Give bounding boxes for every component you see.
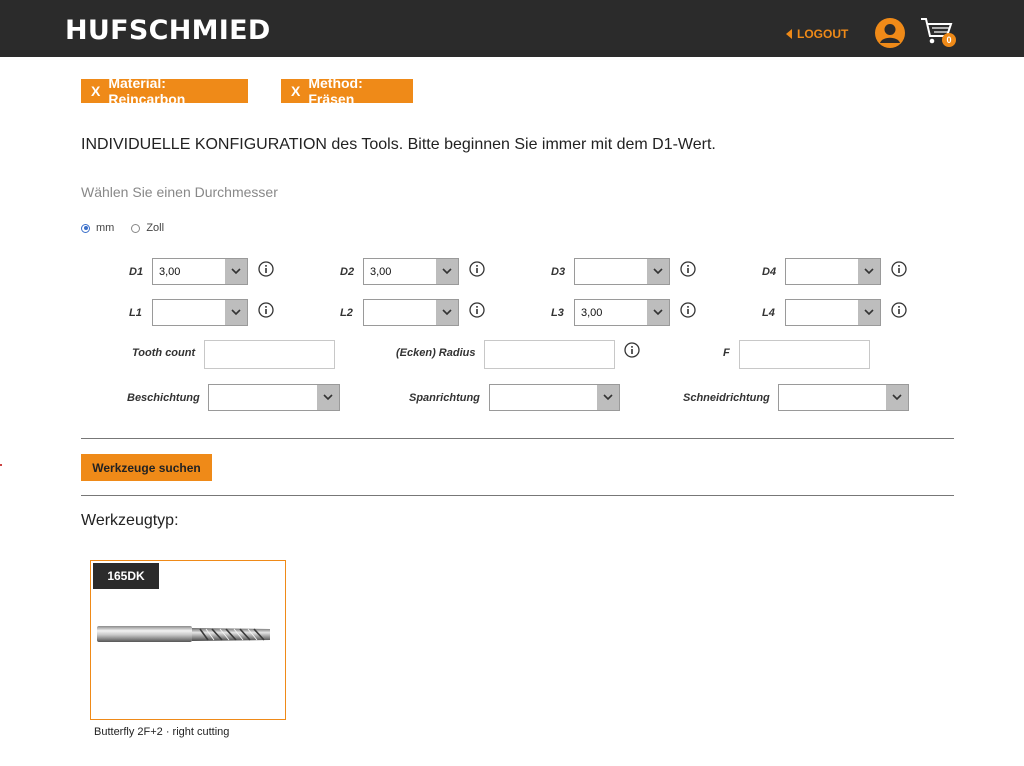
l2-select[interactable] <box>363 299 459 326</box>
configuration-intro: INDIVIDUELLE KONFIGURATION des Tools. Bitte beginnen Sie immer mit dem D1-Wert. <box>81 136 716 153</box>
top-navigation-bar <box>0 0 1024 57</box>
unit-mm-label[interactable]: mm <box>96 222 115 234</box>
brand-logo[interactable]: HUFSCHMIED <box>65 15 271 46</box>
d1-select[interactable] <box>152 258 248 285</box>
chevron-down-icon[interactable] <box>597 385 619 410</box>
cart-count-badge: 0 <box>942 33 956 47</box>
chevron-down-icon[interactable] <box>886 385 908 410</box>
chip-direction-label: Spanrichtung <box>409 392 480 404</box>
chevron-down-icon[interactable] <box>436 300 458 325</box>
d2-select[interactable] <box>363 258 459 285</box>
l1-select[interactable] <box>152 299 248 326</box>
arrow-left-icon <box>786 29 792 39</box>
diameter-prompt: Wählen Sie einen Durchmesser <box>81 184 278 200</box>
info-icon[interactable] <box>624 342 640 358</box>
chevron-down-icon[interactable] <box>647 300 669 325</box>
remove-filter-icon[interactable]: X <box>291 83 301 99</box>
d2-label: D2 <box>340 266 355 278</box>
tool-code-badge: 165DK <box>93 563 159 589</box>
chevron-down-icon[interactable] <box>647 259 669 284</box>
d3-label: D3 <box>551 266 566 278</box>
filter-tag-label: Method: Fräsen <box>308 75 363 107</box>
end-mill-image <box>96 619 272 649</box>
filter-tag-label: Material: Reincarbon <box>108 75 186 107</box>
l3-label: L3 <box>551 307 564 319</box>
unit-selector <box>81 222 164 234</box>
filter-tag-material[interactable] <box>81 75 248 107</box>
search-tools-button[interactable]: Werkzeuge suchen <box>81 454 212 481</box>
chevron-down-icon[interactable] <box>436 259 458 284</box>
l2-label: L2 <box>340 307 353 319</box>
l4-select[interactable] <box>785 299 881 326</box>
info-icon[interactable] <box>891 261 907 277</box>
l3-select[interactable] <box>574 299 670 326</box>
tool-result-caption[interactable]: Butterfly 2F+2 · right cutting <box>94 726 230 738</box>
d4-label: D4 <box>762 266 777 278</box>
logout-link[interactable] <box>786 27 848 41</box>
tool-result-card[interactable] <box>90 560 286 720</box>
corner-radius-input[interactable] <box>484 340 615 369</box>
unit-inch-label[interactable]: Zoll <box>146 222 165 234</box>
info-icon[interactable] <box>258 302 274 318</box>
unit-mm-radio[interactable] <box>81 224 90 233</box>
chevron-down-icon[interactable] <box>858 259 880 284</box>
info-icon[interactable] <box>680 302 696 318</box>
l1-label: L1 <box>129 307 142 319</box>
edge-marker <box>0 464 2 466</box>
info-icon[interactable] <box>891 302 907 318</box>
tool-type-heading: Werkzeugtyp: <box>81 512 179 529</box>
chevron-down-icon[interactable] <box>225 259 247 284</box>
user-icon[interactable] <box>874 17 906 49</box>
chip-direction-select[interactable] <box>489 384 620 411</box>
d1-value: 3,00 <box>159 266 181 278</box>
l3-value: 3,00 <box>581 307 603 319</box>
coating-select[interactable] <box>208 384 340 411</box>
chevron-down-icon[interactable] <box>225 300 247 325</box>
remove-filter-icon[interactable]: X <box>91 83 101 99</box>
corner-radius-label: (Ecken) Radius <box>396 347 476 359</box>
d4-select[interactable] <box>785 258 881 285</box>
info-icon[interactable] <box>680 261 696 277</box>
chevron-down-icon[interactable] <box>317 385 339 410</box>
tooth-count-input[interactable] <box>204 340 335 369</box>
coating-label: Beschichtung <box>127 392 200 404</box>
f-label: F <box>723 347 730 359</box>
info-icon[interactable] <box>258 261 274 277</box>
info-icon[interactable] <box>469 261 485 277</box>
chevron-down-icon[interactable] <box>858 300 880 325</box>
unit-inch-radio[interactable] <box>131 224 140 233</box>
d3-select[interactable] <box>574 258 670 285</box>
d1-label: D1 <box>129 266 144 278</box>
section-divider <box>81 495 954 496</box>
cutting-direction-label: Schneidrichtung <box>683 392 770 404</box>
tooth-count-label: Tooth count <box>132 347 196 359</box>
section-divider <box>81 438 954 439</box>
info-icon[interactable] <box>469 302 485 318</box>
f-input[interactable] <box>739 340 870 369</box>
d2-value: 3,00 <box>370 266 392 278</box>
logout-label: LOGOUT <box>797 27 849 41</box>
l4-label: L4 <box>762 307 775 319</box>
filter-tag-method[interactable] <box>281 75 413 107</box>
cutting-direction-select[interactable] <box>778 384 909 411</box>
